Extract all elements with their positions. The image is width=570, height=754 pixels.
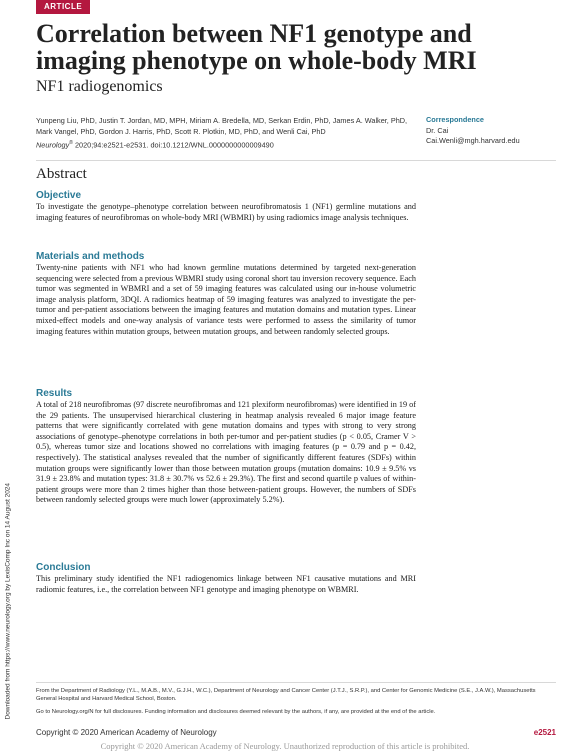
citation-journal: Neurology [36,140,70,150]
copyright-line: Copyright © 2020 American Academy of Neurology [36,728,217,737]
citation: Neurology® 2020;94:e2521-e2531. doi:10.1212/WNL.0000000000009490 [36,140,274,150]
section-heading: Materials and methods [36,251,145,262]
section-text: A total of 218 neurofibromas (97 discrete neurofibromas and 121 plexiform neurofibromas) were identified in 19 of the 29 patients. The unsupervised hierarchical clustering in heatmap analysis revealed 6 major image feature patterns that were significantly correlated with gene mutation domains and types with strong to very strong associations of genotype–phenotype correlations in both per-tumor and per-patient studies (p < 0.05, Cramer V > 0.5), whereas tumor size and locations showed no correlations with imaging features (p = 0.79 and p = 0.42, respectively). The statistical analyses revealed that the number of significantly different features (SDFs) within mutation groups were significantly lower than those between mutation groups (mutation domains: 10.9 ± 9.5% vs 31.9 ± 23.8% and mutation types: 31.8 ± 30.7% vs 52.6 ± 29.3%). The first and second quartile p values of within-patient groups were more than 2 times higher than those between-patient groups. However, the numbers of SDFs between randomly selected groups were much lower (approximately 5.2%). [36,400,416,505]
correspondence-block [426,115,556,147]
section-text: Twenty-nine patients with NF1 who had known germline mutations determined by targeted next-generation sequencing were selected from a previous WBMRI study using coronal short tau inversion recovery sequence. Each tumor was segmented in WBMRI and a set of 59 imaging features was calculated using our in-house volumetric image analysis platform, 3DQI. A radiomics heatmap of 59 imaging features was analyzed to investigate the per-tumor and per-patient associations between the imaging features and mutation domains and mutation types. Linear mixed-effect models and one-way analysis of variance tests were performed to assess the similarity of tumor imaging features within mutation groups, between mutation groups, and between randomly selected groups. [36,263,416,336]
side-note-text: Downloaded from https://www.neurology.org by LexisComp Inc on 14 August 2024 [4,482,12,720]
section-results [36,388,416,506]
citation-details: 2020;94:e2521-e2531. doi:10.1212/WNL.0000000000009490 [72,140,274,150]
section-text: To investigate the genotype–phenotype correlation between neurofibromatosis 1 (NF1) germline mutations and imaging features of neurofibromas on whole-body MRI (WBMRI) by using radiomics image analysis techniques. [36,202,416,222]
section-heading: Objective [36,190,82,201]
divider [36,160,556,161]
correspondence-heading: Correspondence [426,115,484,124]
footnote-disclosure: Go to Neurology.org/N for full disclosures. Funding information and disclosures deemed relevant by the authors, if any, are provided at the end of the article. [36,709,436,715]
abstract-heading: Abstract [36,166,87,182]
article-subtitle: NF1 radiogenomics [36,78,163,95]
author-list: Yunpeng Liu, PhD, Justin T. Jordan, MD, MPH, Miriam A. Bredella, MD, Serkan Erdin, PhD, James A. Walker, PhD, Mark Vangel, PhD, Gordon J. Harris, PhD, Scott R. Plotkin, MD, PhD, and Wenli Cai, PhD [36,116,408,136]
bottom-notice: Copyright © 2020 American Academy of Neurology. Unauthorized reproduction of this article is prohibited. [100,741,470,751]
footnote-affiliations: From the Department of Radiology (Y.L., M.A.B., M.V., G.J.H., W.C.), Department of Neurology and Cancer Center (J.T.J., S.R.P.), and Center for Genomic Medicine (S.E., J.A.W.), Massachusetts General Hospital and Harvard Medical School, Boston. [36,688,536,702]
article-type-badge: ARTICLE [36,0,90,14]
section-heading: Results [36,388,73,399]
page-number: e2521 [533,728,556,737]
section-conclusion [36,562,416,595]
section-methods [36,251,416,337]
article-title: Correlation between NF1 genotype and imaging phenotype on whole-body MRI [36,19,477,75]
download-side-note [0,440,16,720]
correspondence-email[interactable]: Cai.Wenli@mgh.harvard.edu [426,136,520,145]
section-objective [36,190,416,223]
divider [36,682,556,683]
correspondence-name: Dr. Cai [426,125,449,135]
section-text: This preliminary study identified the NF1 radiogenomics linkage between NF1 causative mutations and MRI radiomic features, i.e., the correlation between NF1 genotype and imaging phenotype on WBMRI. [36,574,416,594]
section-heading: Conclusion [36,562,91,573]
